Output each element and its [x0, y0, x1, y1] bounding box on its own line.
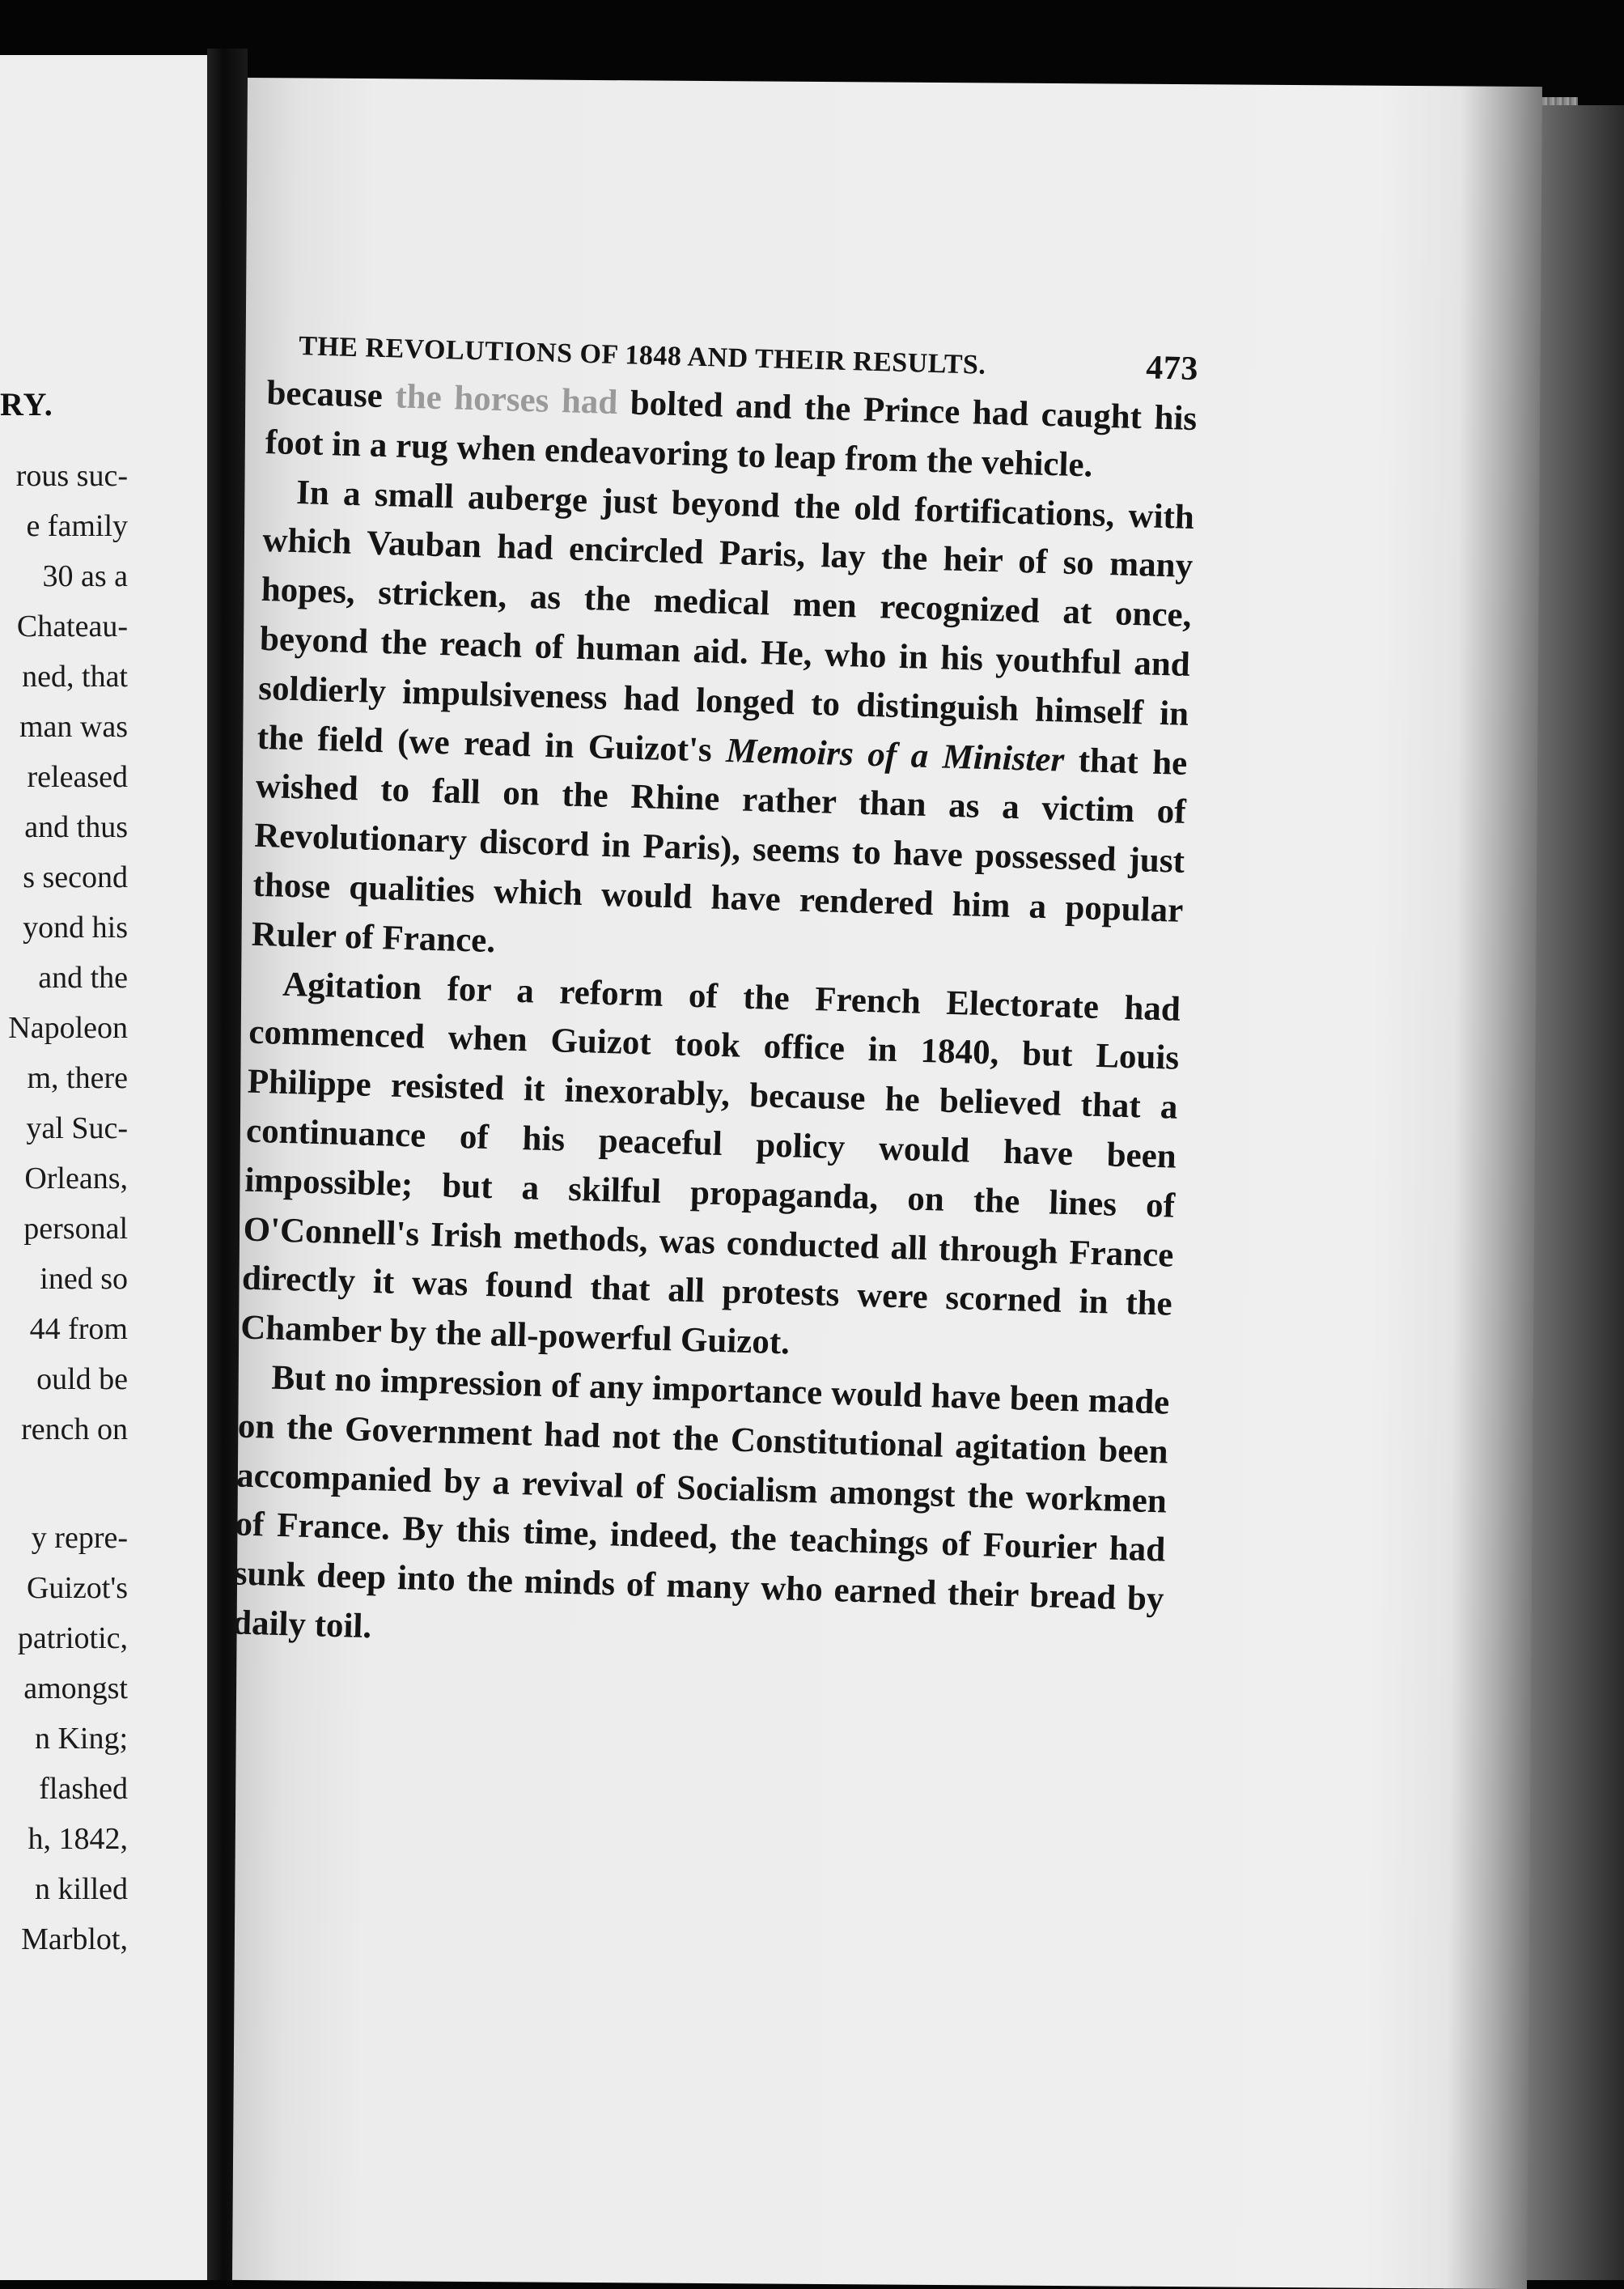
left-line: rench on [21, 1412, 128, 1446]
left-line: y repre- [31, 1521, 128, 1555]
left-line: Napoleon [8, 1011, 128, 1045]
paragraph-text: because [265, 373, 396, 416]
paragraph-text: In a small auberge just beyond the old fortifications, with which Vauban had encircled Paris, lay the heir of so many hopes, stricken, as the medical men recognized at once, beyond the reach of human aid. He, who in his youthful and soldierly impulsiveness had longed to distinguish himself in the field (we read in Guizot's [257, 473, 1195, 770]
left-line: h, 1842, [28, 1822, 128, 1856]
body-text [231, 369, 1198, 1674]
paragraph [251, 468, 1195, 986]
left-running-head-fragment: RY. [0, 386, 53, 423]
left-line: Orleans, [24, 1161, 128, 1195]
left-line: yal Suc- [26, 1111, 128, 1145]
right-page-text-block [231, 324, 1198, 1674]
left-line: released [27, 760, 128, 794]
left-line: and thus [24, 810, 128, 844]
left-line: patriotic, [17, 1621, 128, 1655]
left-line: ould be [36, 1362, 128, 1396]
paragraph: Agitation for a reform of the French Electorate had commenced when Guizot took office in 1840, but Louis Philippe resisted it inexorably, because he believed that a continuance of his peaceful policy would have been impossible; but a skilful propaganda, on the lines of O'Connell's Irish methods, was conducted all through France directly it was found that all protests were scorned in the Chamber by the all-powerful Guizot. [240, 965, 1181, 1362]
left-line: 44 from [29, 1312, 128, 1346]
left-line: ned, that [22, 660, 128, 694]
left-line: Guizot's [26, 1571, 128, 1605]
page-number: 473 [1145, 349, 1199, 389]
book-title-italic: Memoirs of a Minister [725, 731, 1065, 779]
left-line: and the [38, 961, 128, 995]
left-line: personal [23, 1212, 128, 1246]
left-line: s second [23, 860, 128, 894]
left-line: ined so [40, 1262, 128, 1296]
left-line: e family [26, 509, 128, 543]
faded-text: the horses had [394, 377, 618, 423]
left-line: amongst [23, 1671, 128, 1705]
left-line: rous suc- [15, 459, 128, 493]
left-line: yond his [23, 911, 128, 945]
left-page [0, 55, 207, 2280]
running-head-title: THE REVOLUTIONS OF 1848 AND THEIR RESULTS. [298, 331, 986, 380]
left-line: man was [19, 710, 128, 744]
left-line: n killed [34, 1872, 128, 1906]
paragraph-text: bolted and the Prince had caught his foot in a rug when endeavoring to leap from the vehicle. [265, 384, 1198, 485]
paragraph: But no impression of any importance would have been made on the Government had not the Constitutional agitation been accompanied by a revival of Socialism amongst the workmen of France. By this time, indeed, the teachings of Fourier had sunk deep into the minds of many who earned their bread by daily toil. [231, 1358, 1170, 1646]
left-line: flashed [39, 1772, 128, 1806]
left-line: Marblot, [21, 1922, 128, 1956]
paragraph-text: that he wished to fall on the Rhine rather than as a victim of Revolutionary discord in Paris), seems to have possessed just those qualities which would have rendered him a popular Ruler of France. [251, 741, 1188, 960]
left-line: 30 as a [42, 559, 128, 593]
left-line: m, there [27, 1061, 128, 1095]
left-line: Chateau- [16, 609, 128, 643]
left-line: n King; [34, 1722, 128, 1756]
